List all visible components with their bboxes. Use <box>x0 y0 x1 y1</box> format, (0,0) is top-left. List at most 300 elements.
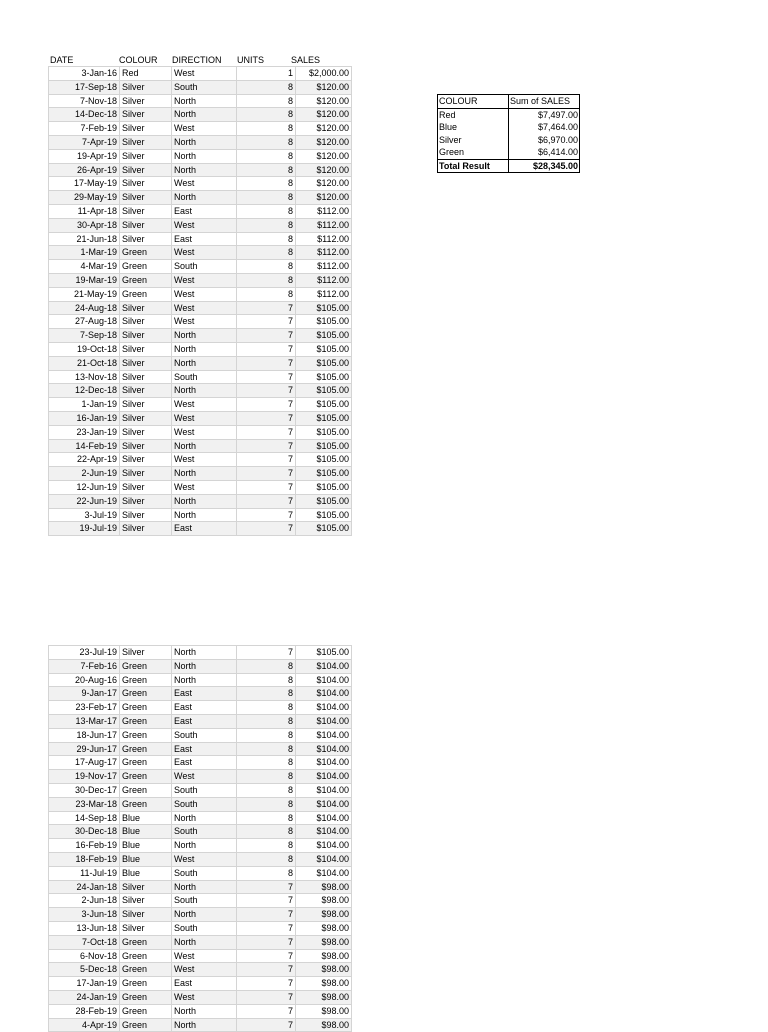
colour-cell: Green <box>120 687 172 701</box>
direction-cell: North <box>172 494 237 508</box>
sales-cell: $120.00 <box>296 80 352 94</box>
pivot-header-row <box>438 95 580 109</box>
date-cell: 14-Dec-18 <box>49 108 120 122</box>
colour-cell: Blue <box>120 811 172 825</box>
units-cell: 8 <box>237 218 296 232</box>
units-cell: 7 <box>237 646 296 660</box>
colour-cell: Green <box>120 770 172 784</box>
colour-cell: Green <box>120 273 172 287</box>
date-cell: 2-Jun-18 <box>49 894 120 908</box>
colour-cell: Silver <box>120 921 172 935</box>
pivot-total-row <box>438 159 580 173</box>
table-row <box>49 342 352 356</box>
sales-cell: $105.00 <box>296 522 352 536</box>
colour-cell: Silver <box>120 508 172 522</box>
table-row <box>49 935 352 949</box>
table-row <box>49 80 352 94</box>
pivot-total-value: $28,345.00 <box>509 159 580 173</box>
direction-cell: East <box>172 687 237 701</box>
header-colour: COLOUR <box>119 55 158 65</box>
pivot-sum-cell: $7,464.00 <box>537 122 578 132</box>
sales-cell: $105.00 <box>296 329 352 343</box>
pivot-table <box>437 94 580 173</box>
date-cell: 24-Jan-18 <box>49 880 120 894</box>
sales-cell: $120.00 <box>296 177 352 191</box>
colour-cell: Silver <box>120 218 172 232</box>
sales-cell: $104.00 <box>296 852 352 866</box>
units-cell: 8 <box>237 273 296 287</box>
date-cell: 23-Jan-19 <box>49 425 120 439</box>
date-cell: 29-May-19 <box>49 191 120 205</box>
table-row <box>49 921 352 935</box>
date-cell: 7-Apr-19 <box>49 135 120 149</box>
sales-cell: $104.00 <box>296 714 352 728</box>
sales-cell: $105.00 <box>296 425 352 439</box>
table-row <box>49 467 352 481</box>
table-row <box>49 398 352 412</box>
date-cell: 17-May-19 <box>49 177 120 191</box>
colour-cell: Silver <box>120 439 172 453</box>
direction-cell: West <box>172 177 237 191</box>
table-row <box>49 356 352 370</box>
direction-cell: East <box>172 714 237 728</box>
units-cell: 8 <box>237 701 296 715</box>
direction-cell: West <box>172 949 237 963</box>
table-row <box>49 425 352 439</box>
date-cell: 7-Feb-19 <box>49 122 120 136</box>
date-cell: 11-Jul-19 <box>49 866 120 880</box>
direction-cell: South <box>172 894 237 908</box>
table-row <box>49 94 352 108</box>
units-cell: 7 <box>237 1004 296 1018</box>
date-cell: 19-Jul-19 <box>49 522 120 536</box>
sales-cell: $98.00 <box>296 963 352 977</box>
colour-cell: Silver <box>120 342 172 356</box>
direction-cell: East <box>172 977 237 991</box>
units-cell: 8 <box>237 135 296 149</box>
colour-cell: Silver <box>120 329 172 343</box>
colour-cell: Silver <box>120 908 172 922</box>
sales-cell: $105.00 <box>296 646 352 660</box>
units-cell: 7 <box>237 370 296 384</box>
pivot-row <box>438 121 580 134</box>
header-direction: DIRECTION <box>172 55 222 65</box>
direction-cell: North <box>172 508 237 522</box>
table-row <box>49 494 352 508</box>
colour-cell: Silver <box>120 135 172 149</box>
table-row <box>49 770 352 784</box>
direction-cell: North <box>172 659 237 673</box>
colour-cell: Blue <box>120 839 172 853</box>
date-cell: 7-Feb-16 <box>49 659 120 673</box>
table-row <box>49 163 352 177</box>
colour-cell: Silver <box>120 80 172 94</box>
direction-cell: North <box>172 1018 237 1032</box>
sales-cell: $104.00 <box>296 797 352 811</box>
sales-cell: $104.00 <box>296 756 352 770</box>
date-cell: 14-Sep-18 <box>49 811 120 825</box>
direction-cell: West <box>172 122 237 136</box>
table-row <box>49 67 352 81</box>
sales-cell: $112.00 <box>296 218 352 232</box>
colour-cell: Silver <box>120 301 172 315</box>
date-cell: 7-Nov-18 <box>49 94 120 108</box>
colour-cell: Silver <box>120 494 172 508</box>
direction-cell: North <box>172 356 237 370</box>
table-row <box>49 783 352 797</box>
direction-cell: West <box>172 990 237 1004</box>
colour-cell: Silver <box>120 108 172 122</box>
colour-cell: Green <box>120 977 172 991</box>
date-cell: 28-Feb-19 <box>49 1004 120 1018</box>
direction-cell: North <box>172 149 237 163</box>
units-cell: 7 <box>237 908 296 922</box>
colour-cell: Silver <box>120 894 172 908</box>
sales-cell: $98.00 <box>296 949 352 963</box>
sales-cell: $112.00 <box>296 246 352 260</box>
units-cell: 8 <box>237 770 296 784</box>
direction-cell: North <box>172 108 237 122</box>
sales-cell: $2,000.00 <box>296 67 352 81</box>
table-row <box>49 880 352 894</box>
date-cell: 12-Dec-18 <box>49 384 120 398</box>
colour-cell: Green <box>120 714 172 728</box>
colour-cell: Green <box>120 287 172 301</box>
direction-cell: East <box>172 522 237 536</box>
column-header-row <box>49 54 349 66</box>
units-cell: 8 <box>237 260 296 274</box>
units-cell: 8 <box>237 866 296 880</box>
pivot-colour-cell: Silver <box>438 134 509 147</box>
colour-cell: Silver <box>120 425 172 439</box>
colour-cell: Silver <box>120 177 172 191</box>
table-row <box>49 453 352 467</box>
table-row <box>49 122 352 136</box>
pivot-sum-cell: $6,414.00 <box>537 147 578 157</box>
direction-cell: South <box>172 783 237 797</box>
header-units: UNITS <box>237 55 264 65</box>
units-cell: 7 <box>237 425 296 439</box>
sales-table-page-1 <box>48 66 352 536</box>
date-cell: 13-Nov-18 <box>49 370 120 384</box>
sales-cell: $104.00 <box>296 687 352 701</box>
units-cell: 7 <box>237 977 296 991</box>
table-row <box>49 797 352 811</box>
units-cell: 8 <box>237 852 296 866</box>
units-cell: 7 <box>237 439 296 453</box>
date-cell: 27-Aug-18 <box>49 315 120 329</box>
table-row <box>49 742 352 756</box>
colour-cell: Green <box>120 949 172 963</box>
colour-cell: Silver <box>120 453 172 467</box>
colour-cell: Green <box>120 260 172 274</box>
sales-cell: $98.00 <box>296 935 352 949</box>
sales-cell: $98.00 <box>296 1018 352 1032</box>
sales-cell: $112.00 <box>296 232 352 246</box>
sales-cell: $112.00 <box>296 260 352 274</box>
sales-cell: $98.00 <box>296 977 352 991</box>
direction-cell: North <box>172 646 237 660</box>
table-row <box>49 149 352 163</box>
colour-cell: Green <box>120 990 172 1004</box>
units-cell: 7 <box>237 315 296 329</box>
table-row <box>49 949 352 963</box>
table-row <box>49 839 352 853</box>
sales-cell: $104.00 <box>296 728 352 742</box>
direction-cell: South <box>172 825 237 839</box>
date-cell: 22-Jun-19 <box>49 494 120 508</box>
sales-cell: $120.00 <box>296 122 352 136</box>
units-cell: 8 <box>237 163 296 177</box>
sales-cell: $98.00 <box>296 880 352 894</box>
colour-cell: Green <box>120 673 172 687</box>
date-cell: 13-Mar-17 <box>49 714 120 728</box>
direction-cell: North <box>172 1004 237 1018</box>
table-row <box>49 977 352 991</box>
units-cell: 8 <box>237 287 296 301</box>
direction-cell: South <box>172 80 237 94</box>
sales-cell: $98.00 <box>296 990 352 1004</box>
units-cell: 8 <box>237 825 296 839</box>
date-cell: 16-Jan-19 <box>49 411 120 425</box>
direction-cell: East <box>172 232 237 246</box>
direction-cell: West <box>172 480 237 494</box>
colour-cell: Silver <box>120 94 172 108</box>
date-cell: 18-Jun-17 <box>49 728 120 742</box>
colour-cell: Green <box>120 246 172 260</box>
sales-cell: $105.00 <box>296 480 352 494</box>
table-row <box>49 315 352 329</box>
units-cell: 8 <box>237 204 296 218</box>
colour-cell: Silver <box>120 646 172 660</box>
date-cell: 19-Nov-17 <box>49 770 120 784</box>
table-row <box>49 990 352 1004</box>
sales-cell: $104.00 <box>296 701 352 715</box>
date-cell: 4-Mar-19 <box>49 260 120 274</box>
sales-cell: $120.00 <box>296 191 352 205</box>
table-row <box>49 701 352 715</box>
table-row <box>49 894 352 908</box>
direction-cell: West <box>172 852 237 866</box>
units-cell: 8 <box>237 797 296 811</box>
direction-cell: East <box>172 742 237 756</box>
direction-cell: North <box>172 811 237 825</box>
sales-cell: $120.00 <box>296 149 352 163</box>
table-row <box>49 714 352 728</box>
sales-cell: $120.00 <box>296 135 352 149</box>
sales-cell: $112.00 <box>296 273 352 287</box>
date-cell: 1-Jan-19 <box>49 398 120 412</box>
colour-cell: Green <box>120 701 172 715</box>
table-row <box>49 439 352 453</box>
units-cell: 7 <box>237 453 296 467</box>
pivot-sum-cell: $7,497.00 <box>537 109 578 120</box>
units-cell: 7 <box>237 508 296 522</box>
units-cell: 8 <box>237 80 296 94</box>
header-date: DATE <box>50 55 74 65</box>
units-cell: 7 <box>237 467 296 481</box>
direction-cell: North <box>172 329 237 343</box>
units-cell: 7 <box>237 342 296 356</box>
sales-cell: $105.00 <box>296 467 352 481</box>
direction-cell: West <box>172 246 237 260</box>
table-row <box>49 508 352 522</box>
date-cell: 17-Sep-18 <box>49 80 120 94</box>
table-row <box>49 756 352 770</box>
direction-cell: North <box>172 839 237 853</box>
colour-cell: Silver <box>120 467 172 481</box>
units-cell: 7 <box>237 990 296 1004</box>
units-cell: 7 <box>237 935 296 949</box>
colour-cell: Silver <box>120 122 172 136</box>
date-cell: 4-Apr-19 <box>49 1018 120 1032</box>
table-row <box>49 673 352 687</box>
colour-cell: Green <box>120 742 172 756</box>
units-cell: 7 <box>237 494 296 508</box>
sales-cell: $104.00 <box>296 783 352 797</box>
date-cell: 1-Mar-19 <box>49 246 120 260</box>
units-cell: 7 <box>237 384 296 398</box>
sales-cell: $104.00 <box>296 659 352 673</box>
colour-cell: Silver <box>120 384 172 398</box>
date-cell: 11-Apr-18 <box>49 204 120 218</box>
table-row <box>49 522 352 536</box>
colour-cell: Green <box>120 756 172 770</box>
units-cell: 7 <box>237 963 296 977</box>
sales-cell: $105.00 <box>296 411 352 425</box>
direction-cell: West <box>172 770 237 784</box>
table-row <box>49 301 352 315</box>
pivot-sum-cell: $6,970.00 <box>537 134 578 145</box>
direction-cell: West <box>172 218 237 232</box>
colour-cell: Silver <box>120 149 172 163</box>
units-cell: 8 <box>237 191 296 205</box>
pivot-colour-cell: Green <box>438 146 509 159</box>
direction-cell: North <box>172 439 237 453</box>
direction-cell: East <box>172 701 237 715</box>
direction-cell: West <box>172 398 237 412</box>
colour-cell: Silver <box>120 163 172 177</box>
date-cell: 29-Jun-17 <box>49 742 120 756</box>
direction-cell: North <box>172 467 237 481</box>
sales-table-page-2 <box>48 645 352 1032</box>
sales-cell: $105.00 <box>296 494 352 508</box>
table-row <box>49 646 352 660</box>
direction-cell: West <box>172 963 237 977</box>
direction-cell: South <box>172 797 237 811</box>
direction-cell: North <box>172 135 237 149</box>
units-cell: 7 <box>237 949 296 963</box>
table-row <box>49 135 352 149</box>
header-sales: SALES <box>291 55 321 65</box>
direction-cell: South <box>172 728 237 742</box>
date-cell: 6-Nov-18 <box>49 949 120 963</box>
direction-cell: West <box>172 287 237 301</box>
units-cell: 8 <box>237 687 296 701</box>
sales-cell: $105.00 <box>296 356 352 370</box>
direction-cell: West <box>172 453 237 467</box>
date-cell: 14-Feb-19 <box>49 439 120 453</box>
colour-cell: Blue <box>120 852 172 866</box>
sales-cell: $98.00 <box>296 921 352 935</box>
sales-cell: $112.00 <box>296 287 352 301</box>
table-row <box>49 659 352 673</box>
pivot-colour-cell: Red <box>438 108 509 121</box>
colour-cell: Silver <box>120 191 172 205</box>
sales-cell: $104.00 <box>296 825 352 839</box>
table-row <box>49 370 352 384</box>
table-row <box>49 480 352 494</box>
date-cell: 7-Oct-18 <box>49 935 120 949</box>
units-cell: 8 <box>237 149 296 163</box>
pivot-row <box>438 134 580 147</box>
date-cell: 23-Mar-18 <box>49 797 120 811</box>
table-row <box>49 687 352 701</box>
date-cell: 7-Sep-18 <box>49 329 120 343</box>
pivot-header-sum: Sum of SALES <box>509 95 580 109</box>
date-cell: 12-Jun-19 <box>49 480 120 494</box>
sales-cell: $104.00 <box>296 742 352 756</box>
sales-cell: $105.00 <box>296 453 352 467</box>
colour-cell: Silver <box>120 232 172 246</box>
units-cell: 8 <box>237 742 296 756</box>
direction-cell: West <box>172 315 237 329</box>
table-row <box>49 191 352 205</box>
units-cell: 8 <box>237 122 296 136</box>
units-cell: 8 <box>237 108 296 122</box>
table-row <box>49 825 352 839</box>
pivot-total-label: Total Result <box>438 159 509 173</box>
colour-cell: Silver <box>120 522 172 536</box>
date-cell: 24-Aug-18 <box>49 301 120 315</box>
direction-cell: East <box>172 756 237 770</box>
units-cell: 8 <box>237 783 296 797</box>
units-cell: 8 <box>237 177 296 191</box>
colour-cell: Green <box>120 1004 172 1018</box>
direction-cell: West <box>172 411 237 425</box>
colour-cell: Silver <box>120 356 172 370</box>
sales-cell: $105.00 <box>296 439 352 453</box>
units-cell: 1 <box>237 67 296 81</box>
table-row <box>49 218 352 232</box>
table-row <box>49 852 352 866</box>
date-cell: 24-Jan-19 <box>49 990 120 1004</box>
units-cell: 8 <box>237 839 296 853</box>
colour-cell: Green <box>120 935 172 949</box>
date-cell: 2-Jun-19 <box>49 467 120 481</box>
table-row <box>49 232 352 246</box>
pivot-header-colour: COLOUR <box>438 95 509 109</box>
colour-cell: Blue <box>120 866 172 880</box>
direction-cell: North <box>172 384 237 398</box>
units-cell: 7 <box>237 921 296 935</box>
table-row <box>49 963 352 977</box>
units-cell: 7 <box>237 522 296 536</box>
date-cell: 13-Jun-18 <box>49 921 120 935</box>
date-cell: 9-Jan-17 <box>49 687 120 701</box>
colour-cell: Silver <box>120 398 172 412</box>
direction-cell: South <box>172 866 237 880</box>
table-row <box>49 273 352 287</box>
sales-cell: $105.00 <box>296 315 352 329</box>
date-cell: 23-Jul-19 <box>49 646 120 660</box>
date-cell: 19-Oct-18 <box>49 342 120 356</box>
colour-cell: Red <box>120 67 172 81</box>
table-row <box>49 1004 352 1018</box>
date-cell: 3-Jan-16 <box>49 67 120 81</box>
units-cell: 7 <box>237 480 296 494</box>
direction-cell: North <box>172 908 237 922</box>
